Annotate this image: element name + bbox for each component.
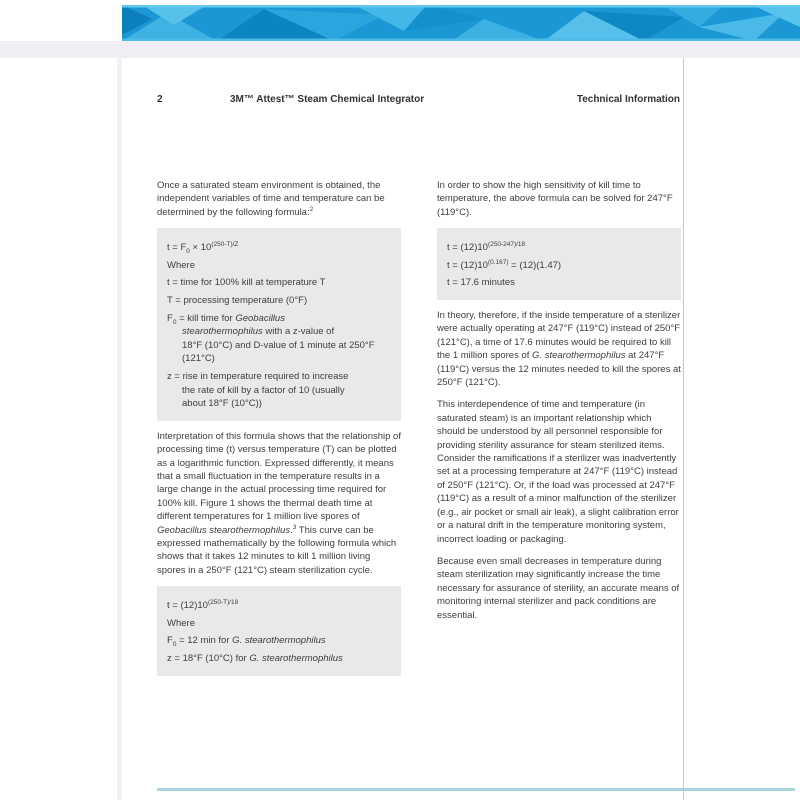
formula-line: Where: [167, 617, 195, 629]
page-header: [122, 94, 683, 108]
header-right-label: Technical Information: [576, 94, 680, 105]
formula-line: the rate of kill by a factor of 10 (usually: [182, 384, 345, 396]
paragraph-interdependence: This interdependence of time and temperature (in saturated steam) is an important relationship which should be understood by all personnel responsible for providing sterility assurance for steam sterilized items. Consider the ramifications if a sterilizer was inadvertently set at a processing temperature at 247°F (119°C) instead of 250°F (121°C). Or, if the load was processed at 247°F (119°C) as a result of a minor malfunction of the sterilizer (e.g., air pocket or small air leak), a slight calibration error or a natural drift in the temperature monitoring system, incorrect loading or packaging.: [437, 399, 679, 545]
formula-line: $t = (12)10^{(0.167)} = (12)(1.47)$: [447, 258, 562, 271]
formula-box-solved-247: [437, 228, 681, 300]
formula-line: $t = (12)10^{(250-T)/18}$: [167, 599, 239, 612]
low-poly-pattern: [122, 5, 800, 41]
formula-line: $t = F_0 \times 10^{(250-T)/Z}$: [167, 241, 239, 256]
formula-line: T = processing temperature (0°F): [167, 295, 308, 306]
decorative-banner: [122, 5, 800, 41]
formula-box-kill-time: [157, 228, 401, 421]
header-title: 3M™ Attest™ Steam Chemical Integrator: [230, 94, 425, 105]
formula-line: (121°C): [182, 353, 215, 365]
formula-line: t = 17.6 minutes: [447, 277, 515, 289]
formula-line: 18°F (10°C) and D-value of 1 minute at 250°F: [182, 339, 375, 351]
formula-line: $t = (12)10^{(250-247)/18}$: [447, 241, 526, 254]
formula-line: Where: [167, 259, 195, 271]
formula-line: z = rise in temperature required to increase: [167, 370, 349, 382]
content-columns: [157, 179, 682, 685]
formula-line: $F_0$ = kill time for Geobacillus: [167, 312, 285, 326]
formula-line: $F_0 = 12$ min for G. stearothermophilus: [167, 635, 326, 649]
document-page: [122, 58, 684, 800]
paragraph-sensitivity: In order to show the high sensitivity of kill time to temperature, the above formula can be solved for 247°F (119°C).: [437, 180, 673, 218]
bottom-rule: [157, 788, 795, 791]
page-number: 2: [157, 94, 163, 105]
formula-box-12-min: [157, 586, 401, 675]
background-strip: [0, 41, 800, 58]
formula-line: about 18°F (10°C)): [182, 398, 262, 410]
formula-line: z = 18°F (10°C) for G. stearothermophilus: [167, 653, 343, 664]
formula-line: stearothermophilus with a z-value of: [182, 326, 335, 338]
paragraph-interpretation: Interpretation of this formula shows that the relationship of processing time (t) versus temperature (T) can be plotted as a logarithmic function. Expressed differently, it means that a small fluctuation in the temperature results in a large change in the actual processing time required for 100% kill. Figure 1 shows the thermal death time at different temperatures for 1 million live spores of Geobacillus stearothermophilus.$^3$ This curve can be expressed mathematically by the following formula which shows that it takes 12 minutes to kill 1 million living spores in a 250°F (121°C) steam sterilization cycle.: [157, 430, 401, 576]
paragraph-theory: In theory, therefore, if the inside temperature of a sterilizer were actually operating at 247°F (119°C) instead of 250°F (121°C), a time of 17.6 minutes would be required to kill the 1 million spores of G. stearothermophilus at 247°F (119°C) versus the 12 minutes needed to kill the spores at 250°F (121°C).: [437, 310, 681, 389]
paragraph-conclusion: Because even small decreases in temperature during steam sterilization may significantly increase the time necessary for assurance of sterility, an accurate means of monitoring internal sterilizer and pack conditions are essential.: [437, 555, 680, 621]
paragraph-intro: Once a saturated steam environment is obtained, the independent variables of time and temperature can be determined by the following formula:$^2$: [157, 180, 385, 218]
right-column: [437, 179, 681, 685]
formula-line: t = time for 100% kill at temperature T: [167, 277, 326, 289]
left-column: [157, 179, 401, 685]
